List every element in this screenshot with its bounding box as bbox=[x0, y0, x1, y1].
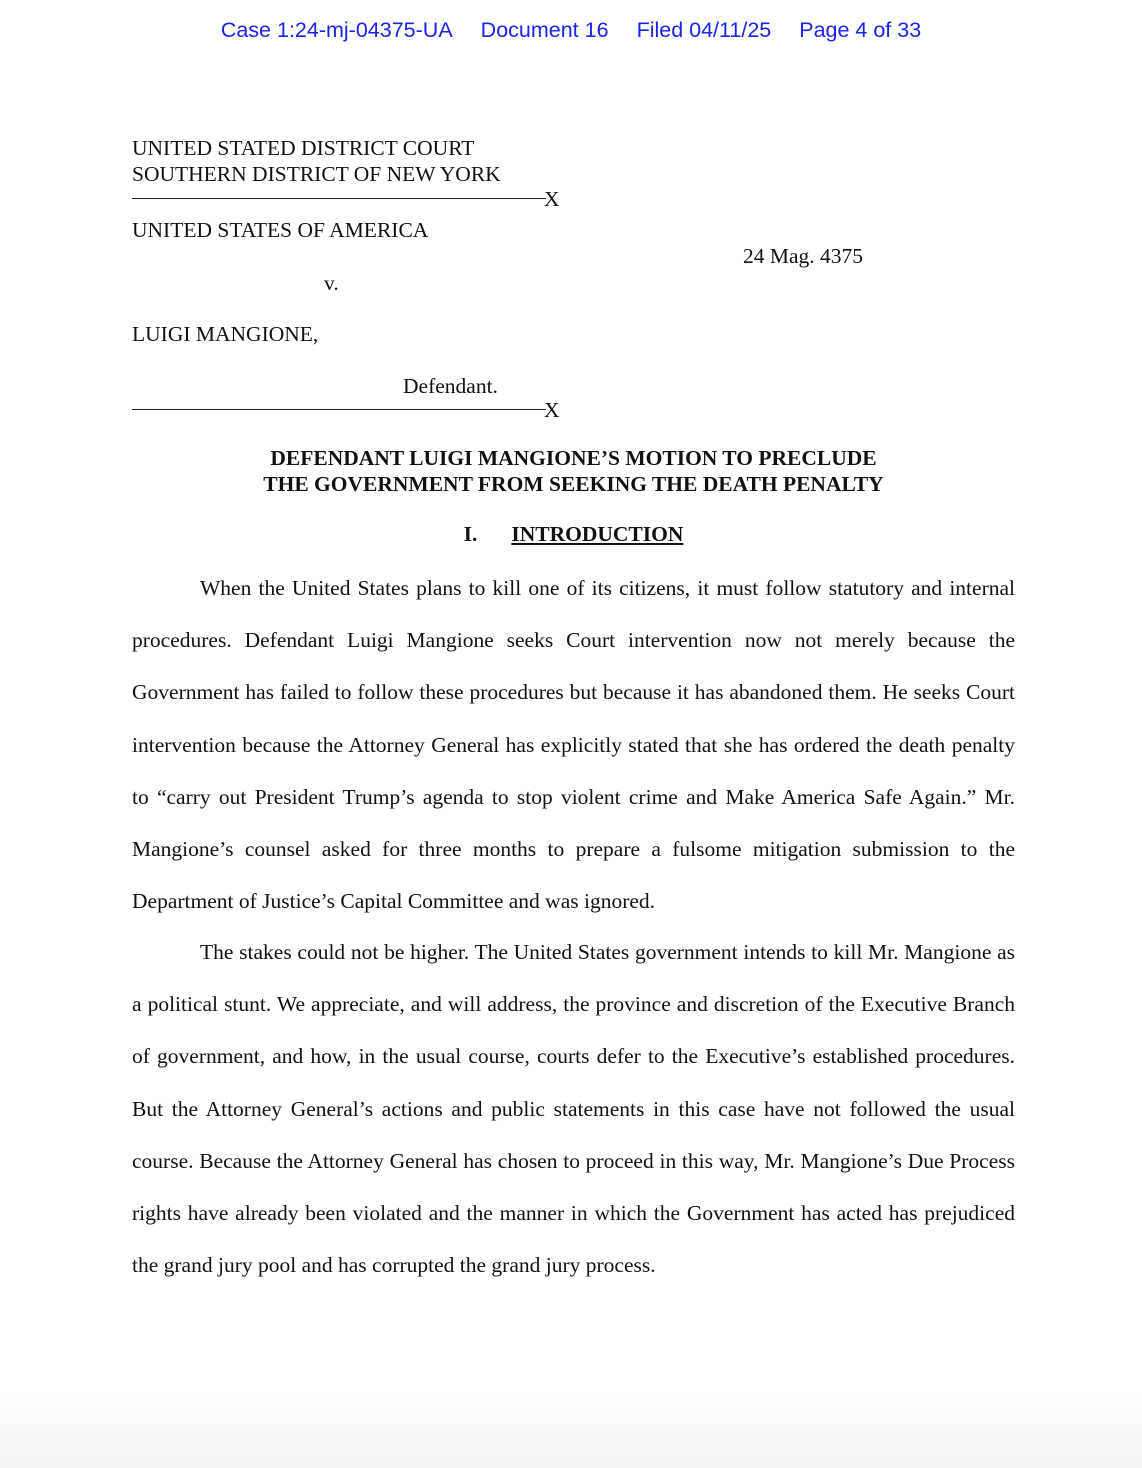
motion-title-line-1: DEFENDANT LUIGI MANGIONE’S MOTION TO PRECLUDE bbox=[270, 446, 877, 470]
court-name-line-2: SOUTHERN DISTRICT OF NEW YORK bbox=[132, 162, 501, 186]
case-number-header: Case 1:24-mj-04375-UA bbox=[220, 18, 453, 42]
caption-top-rule bbox=[132, 198, 546, 199]
section-number: I. bbox=[463, 522, 478, 546]
caption-bottom-rule bbox=[132, 409, 546, 410]
court-name-line-1: UNITED STATED DISTRICT COURT bbox=[132, 136, 475, 160]
section-heading bbox=[132, 522, 1015, 547]
caption-bottom-x-mark: X bbox=[544, 398, 560, 422]
page-number-header: Page 4 of 33 bbox=[799, 18, 922, 42]
section-title: INTRODUCTION bbox=[511, 522, 684, 546]
defendant-name: LUIGI MANGIONE, bbox=[132, 322, 319, 346]
body-paragraph-1: When the United States plans to kill one of its citizens, it must follow statutory and internal procedures. Defendant Luigi Mangione seeks Court intervention now not merely because the Government has failed to follow these procedures but because it has abandoned them. He seeks Court intervention because the Attorney General has explicitly stated that she has ordered the death penalty to “carry out President Trump’s agenda to stop violent crime and Make America Safe Again.” Mr. Mangione’s counsel asked for three months to prepare a fulsome mitigation submission to the Department of Justice’s Capital Committee and was ignored. bbox=[132, 576, 1015, 914]
ecf-filing-header bbox=[0, 18, 1142, 43]
plaintiff-name: UNITED STATES OF AMERICA bbox=[132, 218, 429, 242]
case-docket-number: 24 Mag. 4375 bbox=[743, 244, 864, 268]
body-paragraph-2: The stakes could not be higher. The United States government intends to kill Mr. Mangione as a political stunt. We appreciate, and will address, the province and discretion of the Executive Branch of government, and how, in the usual course, courts defer to the Executive’s established procedures. But the Attorney General’s actions and public statements in this case have not followed the usual course. Because the Attorney General has chosen to proceed in this way, Mr. Mangione’s Due Process rights have already been violated and the manner in which the Government has acted has prejudiced the grand jury pool and has corrupted the grand jury process. bbox=[132, 940, 1015, 1278]
page-bottom-shadow bbox=[0, 1398, 1142, 1468]
document-number-header: Document 16 bbox=[480, 18, 609, 42]
motion-title-line-2: THE GOVERNMENT FROM SEEKING THE DEATH PENALTY bbox=[263, 472, 884, 496]
filed-date-header: Filed 04/11/25 bbox=[636, 18, 772, 42]
caption-top-x-mark: X bbox=[544, 187, 560, 211]
defendant-label: Defendant. bbox=[403, 374, 498, 398]
versus-label: v. bbox=[324, 271, 339, 295]
